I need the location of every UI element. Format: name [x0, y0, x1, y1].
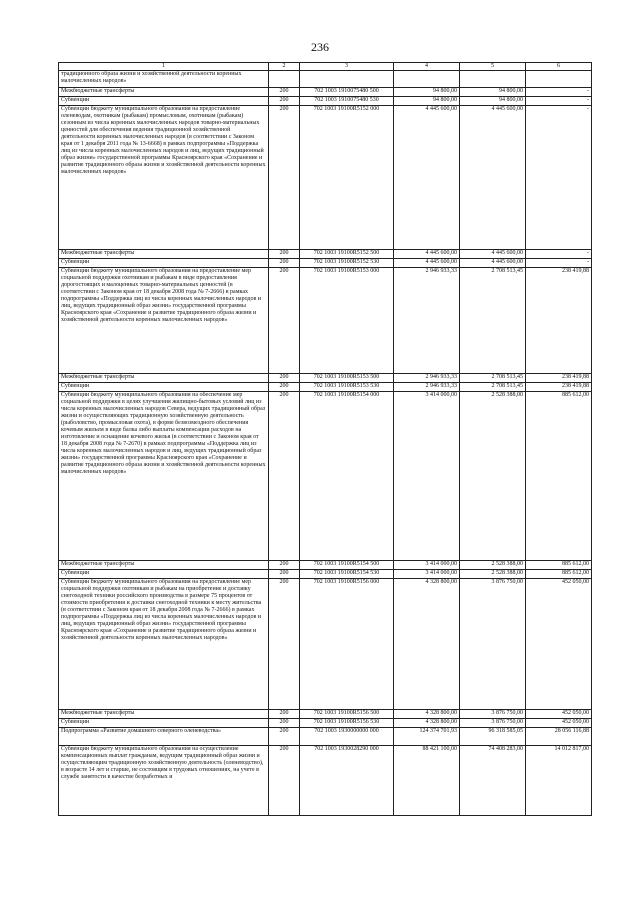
table-row [59, 728, 592, 746]
row-code-2: 200 [269, 561, 300, 570]
page-number: 236 [311, 40, 329, 54]
column-header: 1 [59, 63, 269, 71]
table-row [59, 97, 592, 106]
row-amount-4: 4 328 800,00 [394, 719, 460, 728]
column-header: 2 [269, 63, 300, 71]
row-classification-code [300, 71, 394, 88]
row-amount-5: 74 408 283,00 [460, 746, 526, 816]
row-code-2: 200 [269, 250, 300, 259]
table-row [59, 561, 592, 570]
table-row [59, 374, 592, 383]
row-classification-code: 702 1003 19100R5153 000 [300, 268, 394, 374]
row-amount-4: 2 946 933,33 [394, 383, 460, 392]
row-code-2: 200 [269, 268, 300, 374]
row-amount-5: 2 708 513,45 [460, 374, 526, 383]
row-amount-4: 4 328 800,00 [394, 579, 460, 710]
table-row [59, 268, 592, 374]
row-classification-code: 702 1003 1930028290 000 [300, 746, 394, 816]
row-amount-6: 28 056 116,88 [526, 728, 592, 746]
row-description: Субвенции бюджету муниципального образования на осуществление компенсационных выплат гражданам, ведущим традиционный образ жизни и осуществляющим традиционную хозяйственную деятельность (оленеводство), в возрасте 14 лет и старше, не состоящим в трудовых отношениях, на учете в службе занятости в качестве безработных и [59, 746, 269, 816]
row-amount-6: - [526, 259, 592, 268]
row-description: Субвенции бюджету муниципального образования на предоставление мер социальной поддержки охотникам и рыбакам на приобретение и доставку снегоходной техники российского производства в размере 75 процентов от стоимости приобретения и доставки снегоходной техники к месту жительства (в соответствии с Законом края от 18 декабря 2008 года № 7-2666) в рамках подпрограммы «Поддержка лиц из числа коренных малочисленных народов и лиц, ведущих традиционный образ жизни» государственной программы Красноярского края «Сохранение и развитие традиционного образа жизни и хозяйственной деятельности коренных малочисленных народов» [59, 579, 269, 710]
row-amount-4: 4 445 600,00 [394, 106, 460, 250]
row-code-2: 200 [269, 719, 300, 728]
row-amount-4: 3 414 000,00 [394, 392, 460, 561]
row-classification-code: 702 1003 1930000000 000 [300, 728, 394, 746]
row-amount-6: - [526, 97, 592, 106]
row-amount-5: 2 708 513,45 [460, 383, 526, 392]
row-amount-6 [526, 71, 592, 88]
table-row [59, 579, 592, 710]
row-code-2: 200 [269, 374, 300, 383]
row-amount-5: 2 528 388,00 [460, 561, 526, 570]
row-amount-4: 2 946 933,33 [394, 268, 460, 374]
row-amount-6: 452 050,00 [526, 710, 592, 719]
row-description: Межбюджетные трансферты [59, 710, 269, 719]
row-amount-4: 3 414 000,00 [394, 561, 460, 570]
row-amount-4: 4 445 600,00 [394, 259, 460, 268]
row-amount-5: 96 318 585,05 [460, 728, 526, 746]
row-classification-code: 702 1003 1910075480 500 [300, 88, 394, 97]
row-amount-5: 4 445 600,00 [460, 250, 526, 259]
row-amount-5: 4 445 600,00 [460, 259, 526, 268]
row-description: традиционного образа жизни и хозяйственной деятельности коренных малочисленных народов» [59, 71, 269, 88]
row-description: Субвенции [59, 719, 269, 728]
column-header: 3 [300, 63, 394, 71]
row-code-2: 200 [269, 728, 300, 746]
row-amount-6: 238 419,88 [526, 374, 592, 383]
row-description: Межбюджетные трансферты [59, 374, 269, 383]
table-row [59, 259, 592, 268]
table-header-row [59, 63, 592, 71]
row-code-2: 200 [269, 97, 300, 106]
table-row [59, 88, 592, 97]
row-description: Межбюджетные трансферты [59, 250, 269, 259]
row-code-2: 200 [269, 106, 300, 250]
row-description: Субвенции бюджету муниципального образования на предоставление оленеводам, охотникам (рыбакам) промысловым, охотникам (рыбакам) сезонным из числа коренных малочисленных народов товарно-материальных ценностей для обеспечения ведения традиционной хозяйственной деятельности коренных малочисленных народов (в соответствии с Законом края от 1 декабря 2011 года № 13-6668) в рамках подпрограммы «Поддержка лиц из числа коренных малочисленных народов и лиц, ведущих традиционный образ жизни» государственной программы Красноярского края «Сохранение и развитие традиционного образа жизни и хозяйственной деятельности коренных малочисленных народов» [59, 106, 269, 250]
row-description: Межбюджетные трансферты [59, 88, 269, 97]
row-amount-5: 94 800,00 [460, 88, 526, 97]
column-header: 5 [460, 63, 526, 71]
row-amount-5 [460, 71, 526, 88]
table-row [59, 250, 592, 259]
row-amount-6: 452 050,00 [526, 579, 592, 710]
row-classification-code: 702 1003 19100R5154 000 [300, 392, 394, 561]
row-code-2: 200 [269, 383, 300, 392]
row-amount-4: 88 421 100,00 [394, 746, 460, 816]
row-classification-code: 702 1003 19100R5152 530 [300, 259, 394, 268]
table-row [59, 719, 592, 728]
row-amount-4 [394, 71, 460, 88]
row-code-2: 200 [269, 746, 300, 816]
row-amount-6: 885 612,00 [526, 561, 592, 570]
row-amount-4: 4 328 800,00 [394, 710, 460, 719]
row-amount-6: 238 419,88 [526, 268, 592, 374]
row-amount-6: 452 050,00 [526, 719, 592, 728]
row-classification-code: 702 1003 19100R5152 500 [300, 250, 394, 259]
row-amount-5: 2 528 388,00 [460, 570, 526, 579]
row-classification-code: 702 1003 19100R5156 530 [300, 719, 394, 728]
table-row [59, 570, 592, 579]
row-code-2 [269, 71, 300, 88]
row-amount-4: 2 946 933,33 [394, 374, 460, 383]
table-row [59, 383, 592, 392]
column-header: 4 [394, 63, 460, 71]
table-row [59, 71, 592, 88]
row-classification-code: 702 1003 19100R5154 530 [300, 570, 394, 579]
row-code-2: 200 [269, 259, 300, 268]
table-row [59, 392, 592, 561]
table-row [59, 746, 592, 816]
row-code-2: 200 [269, 570, 300, 579]
table-row [59, 106, 592, 250]
row-amount-6: 885 612,00 [526, 392, 592, 561]
row-classification-code: 702 1003 1910075480 530 [300, 97, 394, 106]
row-classification-code: 702 1003 19100R5154 500 [300, 561, 394, 570]
row-amount-5: 2 528 388,00 [460, 392, 526, 561]
row-classification-code: 702 1003 19100R5153 500 [300, 374, 394, 383]
row-amount-5: 94 800,00 [460, 97, 526, 106]
row-amount-5: 3 876 750,00 [460, 579, 526, 710]
row-amount-5: 4 445 600,00 [460, 106, 526, 250]
row-code-2: 200 [269, 392, 300, 561]
row-classification-code: 702 1003 19100R5152 000 [300, 106, 394, 250]
row-amount-5: 3 876 750,00 [460, 710, 526, 719]
row-description: Субвенции [59, 570, 269, 579]
row-amount-4: 3 414 000,00 [394, 570, 460, 579]
table-row [59, 710, 592, 719]
row-amount-4: 4 445 600,00 [394, 250, 460, 259]
budget-table [58, 62, 592, 816]
row-code-2: 200 [269, 710, 300, 719]
row-classification-code: 702 1003 19100R5156 500 [300, 710, 394, 719]
row-code-2: 200 [269, 579, 300, 710]
row-description: Субвенции [59, 259, 269, 268]
column-header: 6 [526, 63, 592, 71]
row-code-2: 200 [269, 88, 300, 97]
row-amount-6: - [526, 106, 592, 250]
row-amount-6: 238 419,88 [526, 383, 592, 392]
row-description: Субвенции [59, 97, 269, 106]
row-amount-6: 885 612,00 [526, 570, 592, 579]
row-classification-code: 702 1003 19100R5156 000 [300, 579, 394, 710]
row-amount-4: 124 374 701,93 [394, 728, 460, 746]
row-amount-4: 94 800,00 [394, 97, 460, 106]
row-description: Подпрограмма «Развитие домашнего северного оленеводства» [59, 728, 269, 746]
row-amount-6: 14 012 817,00 [526, 746, 592, 816]
row-description: Субвенции [59, 383, 269, 392]
row-description: Субвенции бюджету муниципального образования на обеспечение мер социальной поддержки в целях улучшения жилищно-бытовых условий лиц из числа коренных малочисленных народов Севера, ведущих традиционный образ жизни и осуществляющих традиционную хозяйственную деятельность (рыболовство, промысловая охота), в форме безвозмездного обеспечения кочевым жильем в виде балка либо выплаты компенсации расходов на изготовление и оснащение кочевого жилья (в соответствии с Законом края от 18 декабря 2008 года № 7-2670) в рамках подпрограммы «Поддержка лиц из числа коренных малочисленных народов и лиц, ведущих традиционный образ жизни» государственной программы Красноярского края «Сохранение и развитие традиционного образа жизни и хозяйственной деятельности коренных малочисленных народов» [59, 392, 269, 561]
row-amount-4: 94 800,00 [394, 88, 460, 97]
row-description: Межбюджетные трансферты [59, 561, 269, 570]
row-description: Субвенции бюджету муниципального образования на предоставление мер социальной поддержки охотникам и рыбакам в виде предоставления дорогостоящих и малоценных товарно-материальных ценностей (в соответствии с Законом края от 18 декабря 2008 года № 7-2666) в рамках подпрограммы «Поддержка лиц из числа коренных малочисленных народов и лиц, ведущих традиционный образ жизни» государственной программы Красноярского края «Сохранение и развитие традиционного образа жизни и хозяйственной деятельности коренных малочисленных народов» [59, 268, 269, 374]
row-amount-6: - [526, 88, 592, 97]
row-amount-5: 3 876 750,00 [460, 719, 526, 728]
row-amount-5: 2 708 513,45 [460, 268, 526, 374]
row-amount-6: - [526, 250, 592, 259]
row-classification-code: 702 1003 19100R5153 530 [300, 383, 394, 392]
